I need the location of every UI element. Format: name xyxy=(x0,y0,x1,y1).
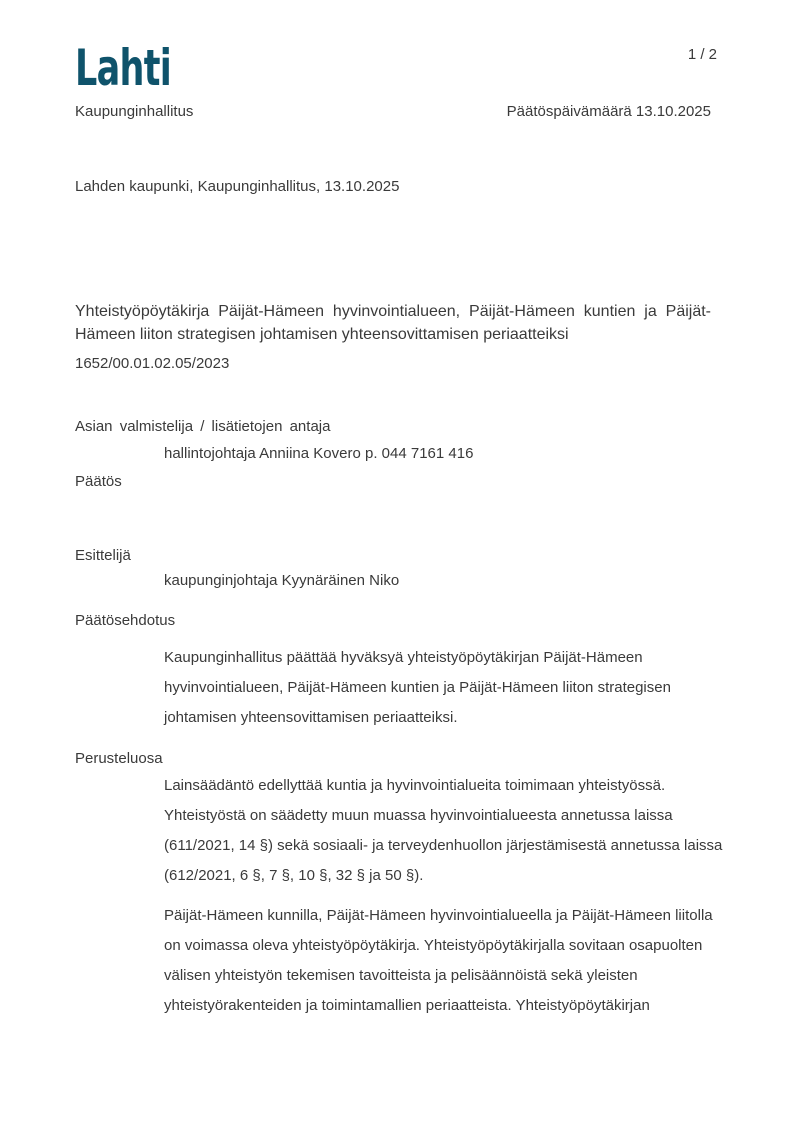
presenter-name: kaupunginjohtaja Kyynäräinen Niko xyxy=(164,572,400,589)
rationale-paragraph: Päijät-Hämeen kunnilla, Päijät-Hämeen hyvinvointialueella ja Päijät-Hämeen liitolla on voimassa oleva yhteistyöpöytäkirja. Yhteistyöpöytäkirjalla sovitaan osapuolten välisen yhteistyön tekemisen tavoitteista ja pelisäännöistä sekä yleisten yhteistyörakenteiden ja toimintamallien periaatteista. Yhteistyöpöytäkirjan xyxy=(164,907,713,1014)
preparer-contact: hallintojohtaja Anniina Kovero p. 044 7161 416 xyxy=(164,445,474,462)
document-title: Yhteistyöpöytäkirja Päijät-Hämeen hyvinvointialueen, Päijät-Hämeen kuntien ja Päijät-Hämeen liiton strategisen johtamisen yhteensovittamisen periaatteiksi xyxy=(75,303,711,343)
proposal-text: Kaupunginhallitus päättää hyväksyä yhteistyöpöytäkirjan Päijät-Hämeen hyvinvointialueen, Päijät-Hämeen kuntien ja Päijät-Hämeen liiton strategisen johtamisen yhteensovittamisen periaatteiksi. xyxy=(164,649,671,726)
header-meta-row xyxy=(75,103,711,120)
preparer-heading: Asian valmistelija / lisätietojen antaja xyxy=(75,418,331,435)
decision-date: Päätöspäivämäärä 13.10.2025 xyxy=(506,103,711,120)
diary-number: 1652/00.01.02.05/2023 xyxy=(75,355,230,372)
page-number: 1 / 2 xyxy=(687,46,717,63)
decision-heading: Päätös xyxy=(75,473,122,490)
presenter-heading: Esittelijä xyxy=(75,547,131,564)
proposal-heading: Päätösehdotus xyxy=(75,612,176,629)
document-source-line: Lahden kaupunki, Kaupunginhallitus, 13.10.2025 xyxy=(75,178,400,195)
committee-name: Kaupunginhallitus xyxy=(75,103,194,120)
lahti-logo: Lahti xyxy=(75,39,172,97)
rationale-paragraph: Lainsäädäntö edellyttää kuntia ja hyvinvointialueita toimimaan yhteistyössä. Yhteistyöstä on säädetty muun muassa hyvinvointialueesta annetussa laissa (611/2021, 14 §) sekä sosiaali- ja terveydenhuollon järjestämisestä annetussa laissa (612/2021, 6 §, 7 §, 10 §, 32 § ja 50 §). xyxy=(164,777,723,884)
rationale-heading: Perusteluosa xyxy=(75,750,163,767)
